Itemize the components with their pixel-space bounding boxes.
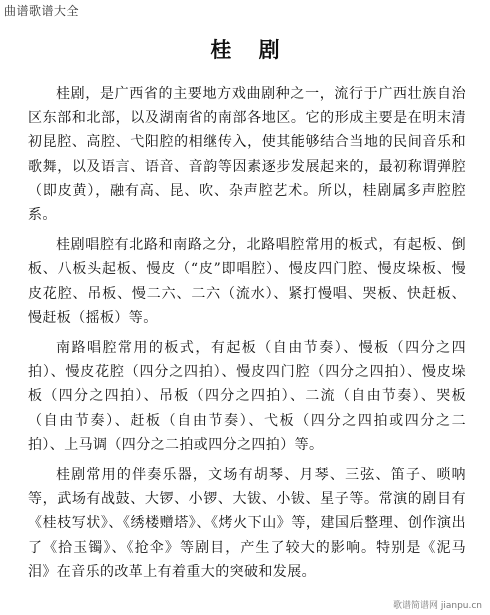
- article-body: [28, 82, 466, 590]
- paragraph-intro: 桂剧，是广西省的主要地方戏曲剧种之一，流行于广西壮族自治区东部和北部，以及湖南省的南部各地区。它的形成主要是在明末清初昆腔、高腔、弋阳腔的相继传入，使其能够结合当地的民间音乐和歌舞，以及语言、语音、音韵等因素逐步发展起来的，最初称谓弹腔（即皮黄），融有高、昆、吹、杂声腔艺术。所以，桂剧属多声腔腔系。: [28, 86, 466, 224]
- page-title: 桂 剧: [210, 37, 290, 62]
- paragraph-instruments: 桂剧常用的伴奏乐器，文场有胡琴、月琴、三弦、笛子、唢呐等，武场有战鼓、大锣、小锣、大钹、小钹、星子等。常演的剧目有《桂枝写状》、《绣楼赠塔》、《烤火下山》等，建国后整理、创作演出了《拾玉镯》、《抢伞》等剧目，产生了较大的影响。特别是《泥马泪》在音乐的改革上有着重大的突破和发展。: [28, 467, 466, 580]
- paragraph-north-route: 桂剧唱腔有北路和南路之分，北路唱腔常用的板式，有起板、倒板、八板头起板、慢皮（“皮”即唱腔）、慢皮四门腔、慢皮垛板、慢皮花腔、吊板、慢二六、二六（流水）、紧打慢唱、哭板、快赶板、慢赶板（摇板）等。: [28, 237, 466, 326]
- site-header: 曲谱歌谱大全: [4, 4, 80, 18]
- watermark-text: 歌谱简谱网 jianpu.cn: [392, 601, 482, 611]
- paragraph-south-route: 南路唱腔常用的板式，有起板（自由节奏）、慢板（四分之四拍）、慢皮花腔（四分之四拍）、慢皮四门腔（四分之四拍）、慢皮垛板（四分之四拍）、吊板（四分之四拍）、二流（自由节奏）、哭板（自由节奏）、赶板（自由节奏）、弋板（四分之四拍或四分之二拍）、上马调（四分之二拍或四分之四拍）等。: [28, 340, 466, 453]
